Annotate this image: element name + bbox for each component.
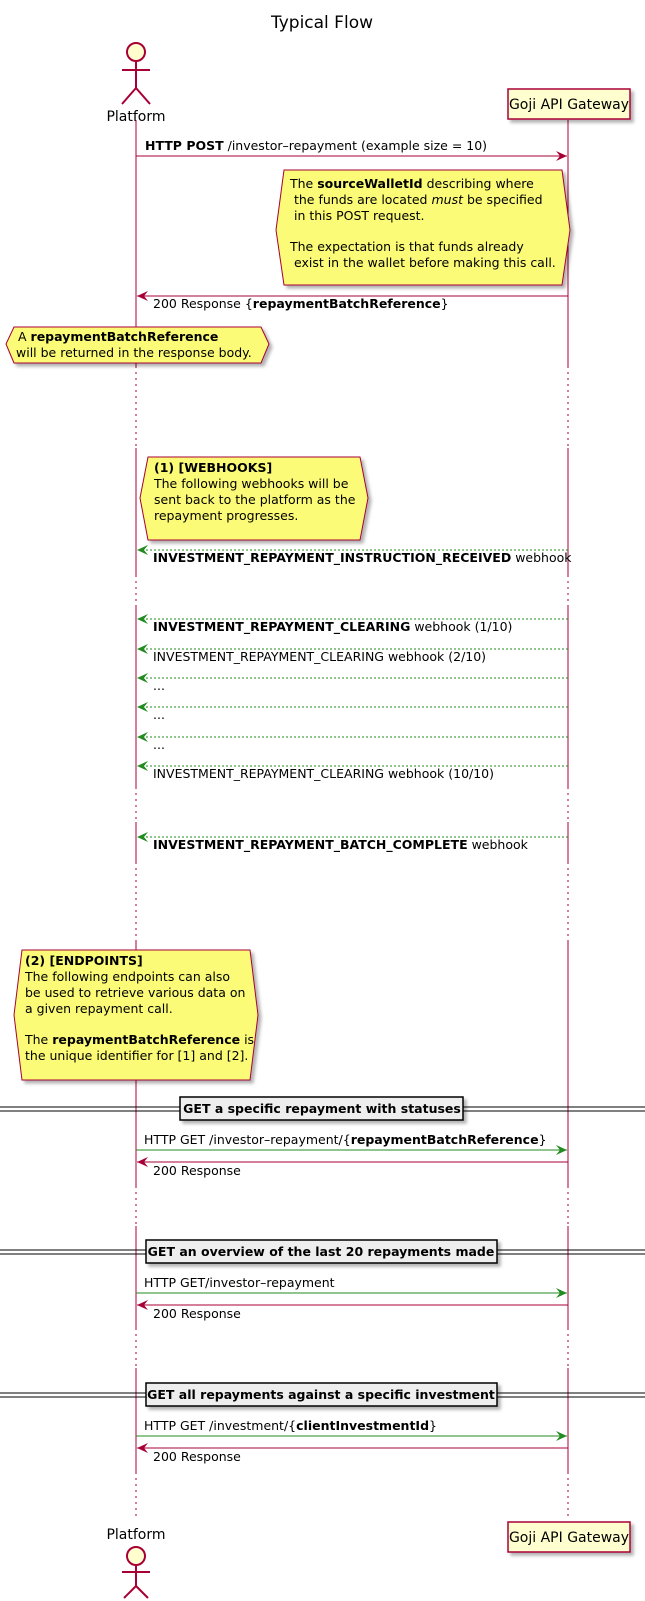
divider-investment-label: GET all repayments against a specific investment <box>147 1387 495 1402</box>
webhook-clearing-2-label: INVESTMENT_REPAYMENT_CLEARING webhook (2/10) <box>153 649 487 664</box>
webhook-clearing-10-label: INVESTMENT_REPAYMENT_CLEARING webhook (10/10) <box>153 766 495 781</box>
gateway-label-bottom: Goji API Gateway <box>508 1530 630 1546</box>
note-webhooks-line2: sent back to the platform as the <box>154 492 356 507</box>
get-investment-request-label: HTTP GET /investment/{clientInvestmentId} <box>144 1418 437 1433</box>
note-source-wallet-line2: the funds are located must be specified <box>290 192 543 207</box>
note-batch-ref-line2: will be returned in the response body. <box>16 345 252 360</box>
webhook-ellipsis-3-label: ... <box>153 737 165 752</box>
note-endpoints-line1: The following endpoints can also <box>25 969 231 984</box>
webhook-complete-label: INVESTMENT_REPAYMENT_BATCH_COMPLETE webhook <box>153 837 528 852</box>
webhook-clearing-1-label: INVESTMENT_REPAYMENT_CLEARING webhook (1/10) <box>153 619 513 634</box>
get-investment-response-label: 200 Response <box>153 1449 241 1464</box>
note-source-wallet-line4: The expectation is that funds already <box>290 239 524 254</box>
note-webhooks-heading: (1) [WEBHOOKS] <box>154 460 273 475</box>
platform-label-top: Platform <box>106 109 166 125</box>
platform-actor-top-icon <box>122 43 150 104</box>
note-webhooks-line3: repayment progresses. <box>154 508 299 523</box>
webhook-ellipsis-1-label: ... <box>153 678 165 693</box>
note-webhooks-line1: The following webhooks will be <box>154 476 349 491</box>
note-batch-ref-line1: A repaymentBatchReference <box>18 329 219 344</box>
get-overview-response-label: 200 Response <box>153 1306 241 1321</box>
webhook-ellipsis-2-label: ... <box>153 707 165 722</box>
platform-actor-bottom-icon <box>122 1547 150 1598</box>
platform-label-bottom: Platform <box>106 1527 166 1543</box>
note-endpoints-heading: (2) [ENDPOINTS] <box>25 953 143 968</box>
note-source-wallet-line1: The sourceWalletId describing where <box>290 176 534 191</box>
get-overview-request-label: HTTP GET/investor–repayment <box>144 1275 335 1290</box>
gateway-label-top: Goji API Gateway <box>508 97 630 113</box>
note-endpoints-line2: be used to retrieve various data on <box>25 985 246 1000</box>
post-response-label: 200 Response {repaymentBatchReference} <box>153 296 449 311</box>
divider-overview-label: GET an overview of the last 20 repayments made <box>147 1244 495 1259</box>
get-specific-response-label: 200 Response <box>153 1163 241 1178</box>
post-request-label: HTTP POST /investor–repayment (example size = 10) <box>145 138 488 153</box>
divider-specific-label: GET a specific repayment with statuses <box>183 1101 461 1116</box>
note-source-wallet-line3: in this POST request. <box>290 208 425 223</box>
note-endpoints-line5: the unique identifier for [1] and [2]. <box>25 1048 249 1063</box>
webhook-received-label: INVESTMENT_REPAYMENT_INSTRUCTION_RECEIVED webhook <box>153 550 572 565</box>
note-endpoints-line3: a given repayment call. <box>25 1001 173 1016</box>
diagram-title: Typical Flow <box>270 13 374 33</box>
note-source-wallet-line5: exist in the wallet before making this call. <box>290 255 556 270</box>
get-specific-request-label: HTTP GET /investor–repayment/{repaymentBatchReference} <box>144 1132 547 1147</box>
note-endpoints-line4: The repaymentBatchReference is <box>25 1032 255 1047</box>
